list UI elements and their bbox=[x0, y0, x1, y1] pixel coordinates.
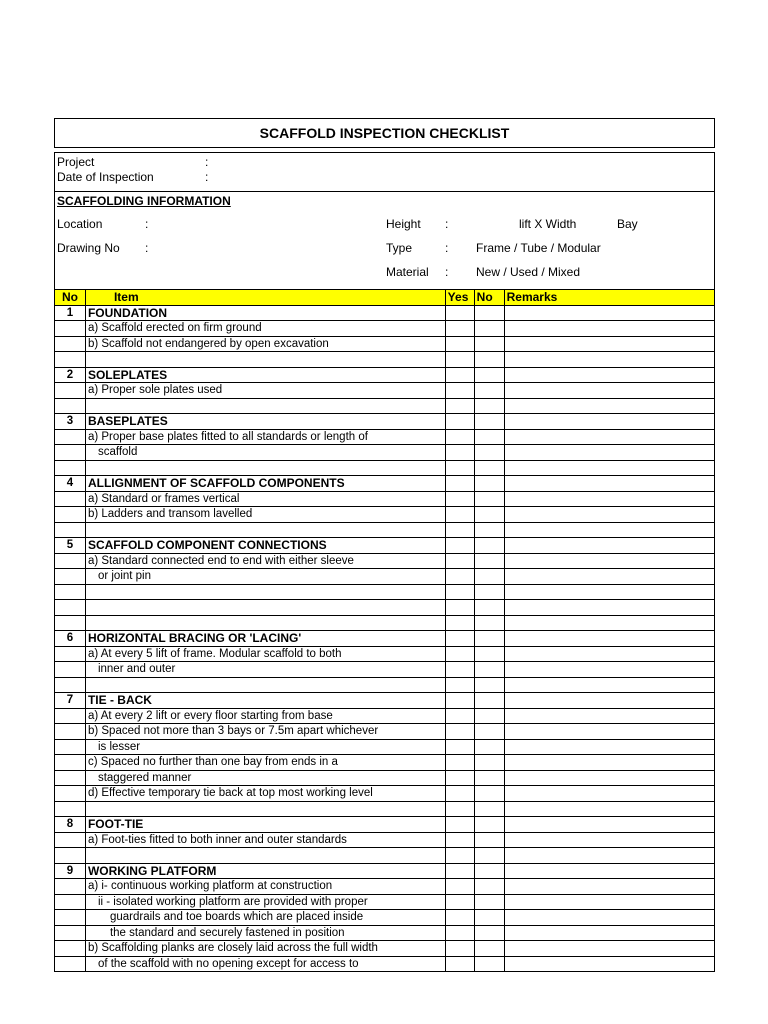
no-cell[interactable] bbox=[474, 894, 504, 910]
table-row bbox=[55, 305, 715, 321]
remarks-cell[interactable] bbox=[504, 615, 714, 631]
row-number bbox=[55, 321, 86, 337]
row-number bbox=[55, 507, 86, 523]
remarks-cell[interactable] bbox=[504, 553, 714, 569]
row-number: 8 bbox=[55, 817, 86, 833]
row-number: 1 bbox=[55, 305, 86, 321]
yes-cell[interactable] bbox=[445, 569, 474, 585]
row-number bbox=[55, 848, 86, 864]
table-row bbox=[55, 600, 715, 616]
yes-cell[interactable] bbox=[445, 584, 474, 600]
no-cell[interactable] bbox=[474, 801, 504, 817]
type-label: Type bbox=[386, 241, 413, 255]
no-cell[interactable] bbox=[474, 383, 504, 399]
remarks-cell[interactable] bbox=[504, 336, 714, 352]
date-label: Date of Inspection bbox=[57, 170, 154, 184]
item-text: inner and outer bbox=[85, 662, 445, 678]
no-cell[interactable] bbox=[474, 445, 504, 461]
type-value: Frame / Tube / Modular bbox=[476, 241, 601, 255]
section-heading: FOOT-TIE bbox=[85, 817, 445, 833]
item-text: guardrails and toe boards which are placed inside bbox=[85, 910, 445, 926]
item-text bbox=[85, 352, 445, 368]
yes-cell[interactable] bbox=[445, 383, 474, 399]
info-section bbox=[54, 152, 715, 290]
yes-cell[interactable] bbox=[445, 336, 474, 352]
table-row bbox=[55, 615, 715, 631]
checklist-body bbox=[55, 290, 715, 972]
row-number bbox=[55, 460, 86, 476]
table-row bbox=[55, 445, 715, 461]
row-number bbox=[55, 879, 86, 895]
row-number bbox=[55, 569, 86, 585]
item-text bbox=[85, 522, 445, 538]
table-row bbox=[55, 553, 715, 569]
col-header-item: Item bbox=[85, 290, 445, 306]
table-row bbox=[55, 646, 715, 662]
material-value: New / Used / Mixed bbox=[476, 265, 581, 279]
yes-cell[interactable] bbox=[445, 879, 474, 895]
table-row bbox=[55, 894, 715, 910]
item-text: or joint pin bbox=[85, 569, 445, 585]
table-row bbox=[55, 708, 715, 724]
remarks-cell[interactable] bbox=[504, 956, 714, 972]
remarks-cell[interactable] bbox=[504, 693, 714, 709]
table-row bbox=[55, 491, 715, 507]
row-number bbox=[55, 677, 86, 693]
remarks-cell[interactable] bbox=[504, 770, 714, 786]
remarks-cell[interactable] bbox=[504, 739, 714, 755]
yes-cell[interactable] bbox=[445, 305, 474, 321]
no-cell[interactable] bbox=[474, 507, 504, 523]
no-cell[interactable] bbox=[474, 522, 504, 538]
row-number: 6 bbox=[55, 631, 86, 647]
section-heading: SCAFFOLD COMPONENT CONNECTIONS bbox=[85, 538, 445, 554]
row-number bbox=[55, 770, 86, 786]
row-number bbox=[55, 646, 86, 662]
remarks-cell[interactable] bbox=[504, 910, 714, 926]
project-label: Project bbox=[57, 155, 95, 169]
yes-cell[interactable] bbox=[445, 817, 474, 833]
yes-cell[interactable] bbox=[445, 801, 474, 817]
remarks-cell[interactable] bbox=[504, 724, 714, 740]
remarks-cell[interactable] bbox=[504, 445, 714, 461]
yes-cell[interactable] bbox=[445, 693, 474, 709]
table-row bbox=[55, 755, 715, 771]
no-cell[interactable] bbox=[474, 677, 504, 693]
no-cell[interactable] bbox=[474, 956, 504, 972]
item-text: scaffold bbox=[85, 445, 445, 461]
row-number bbox=[55, 724, 86, 740]
remarks-cell[interactable] bbox=[504, 894, 714, 910]
table-row bbox=[55, 584, 715, 600]
no-cell[interactable] bbox=[474, 832, 504, 848]
no-cell[interactable] bbox=[474, 739, 504, 755]
no-cell[interactable] bbox=[474, 414, 504, 430]
drawing-no-colon: : bbox=[145, 241, 149, 255]
no-cell[interactable] bbox=[474, 615, 504, 631]
yes-cell[interactable] bbox=[445, 848, 474, 864]
table-row bbox=[55, 770, 715, 786]
item-text bbox=[85, 600, 445, 616]
table-row bbox=[55, 538, 715, 554]
date-colon: : bbox=[205, 170, 209, 184]
table-row bbox=[55, 739, 715, 755]
row-number: 7 bbox=[55, 693, 86, 709]
no-cell[interactable] bbox=[474, 352, 504, 368]
item-text: a) i- continuous working platform at construction bbox=[85, 879, 445, 895]
no-cell[interactable] bbox=[474, 910, 504, 926]
no-cell[interactable] bbox=[474, 429, 504, 445]
location-colon: : bbox=[145, 217, 149, 231]
section-heading: ALLIGNMENT OF SCAFFOLD COMPONENTS bbox=[85, 476, 445, 492]
item-text: a) Standard connected end to end with either sleeve bbox=[85, 553, 445, 569]
no-cell[interactable] bbox=[474, 538, 504, 554]
yes-cell[interactable] bbox=[445, 894, 474, 910]
table-row bbox=[55, 724, 715, 740]
no-cell[interactable] bbox=[474, 305, 504, 321]
yes-cell[interactable] bbox=[445, 352, 474, 368]
item-text: is lesser bbox=[85, 739, 445, 755]
row-number bbox=[55, 615, 86, 631]
remarks-cell[interactable] bbox=[504, 631, 714, 647]
yes-cell[interactable] bbox=[445, 941, 474, 957]
yes-cell[interactable] bbox=[445, 553, 474, 569]
section-heading: FOUNDATION bbox=[85, 305, 445, 321]
yes-cell[interactable] bbox=[445, 755, 474, 771]
remarks-cell[interactable] bbox=[504, 879, 714, 895]
remarks-cell[interactable] bbox=[504, 863, 714, 879]
remarks-cell[interactable] bbox=[504, 429, 714, 445]
no-cell[interactable] bbox=[474, 724, 504, 740]
table-row bbox=[55, 786, 715, 802]
item-text bbox=[85, 615, 445, 631]
row-number bbox=[55, 910, 86, 926]
no-cell[interactable] bbox=[474, 817, 504, 833]
row-number bbox=[55, 925, 86, 941]
item-text: the standard and securely fastened in position bbox=[85, 925, 445, 941]
row-number bbox=[55, 445, 86, 461]
item-text bbox=[85, 677, 445, 693]
item-text: b) Ladders and transom lavelled bbox=[85, 507, 445, 523]
remarks-cell[interactable] bbox=[504, 538, 714, 554]
row-number bbox=[55, 801, 86, 817]
row-number bbox=[55, 941, 86, 957]
no-cell[interactable] bbox=[474, 398, 504, 414]
row-number bbox=[55, 383, 86, 399]
location-label: Location bbox=[57, 217, 103, 231]
yes-cell[interactable] bbox=[445, 708, 474, 724]
row-number bbox=[55, 429, 86, 445]
item-text bbox=[85, 460, 445, 476]
remarks-cell[interactable] bbox=[504, 848, 714, 864]
yes-cell[interactable] bbox=[445, 724, 474, 740]
table-row bbox=[55, 507, 715, 523]
row-number: 4 bbox=[55, 476, 86, 492]
row-number: 2 bbox=[55, 367, 86, 383]
remarks-cell[interactable] bbox=[504, 383, 714, 399]
item-text bbox=[85, 398, 445, 414]
yes-cell[interactable] bbox=[445, 863, 474, 879]
remarks-cell[interactable] bbox=[504, 925, 714, 941]
yes-cell[interactable] bbox=[445, 367, 474, 383]
item-text: d) Effective temporary tie back at top most working level bbox=[85, 786, 445, 802]
row-number bbox=[55, 739, 86, 755]
item-text: a) At every 5 lift of frame. Modular scaffold to both bbox=[85, 646, 445, 662]
remarks-cell[interactable] bbox=[504, 677, 714, 693]
remarks-cell[interactable] bbox=[504, 941, 714, 957]
yes-cell[interactable] bbox=[445, 631, 474, 647]
no-cell[interactable] bbox=[474, 708, 504, 724]
no-cell[interactable] bbox=[474, 646, 504, 662]
remarks-cell[interactable] bbox=[504, 801, 714, 817]
row-number bbox=[55, 522, 86, 538]
remarks-cell[interactable] bbox=[504, 367, 714, 383]
row-number bbox=[55, 336, 86, 352]
remarks-cell[interactable] bbox=[504, 476, 714, 492]
yes-cell[interactable] bbox=[445, 770, 474, 786]
height-colon: : bbox=[445, 217, 449, 231]
no-cell[interactable] bbox=[474, 569, 504, 585]
remarks-cell[interactable] bbox=[504, 305, 714, 321]
remarks-cell[interactable] bbox=[504, 398, 714, 414]
yes-cell[interactable] bbox=[445, 646, 474, 662]
section-heading: TIE - BACK bbox=[85, 693, 445, 709]
row-number bbox=[55, 832, 86, 848]
material-colon: : bbox=[445, 265, 449, 279]
no-cell[interactable] bbox=[474, 755, 504, 771]
table-row bbox=[55, 910, 715, 926]
item-text bbox=[85, 584, 445, 600]
row-number bbox=[55, 352, 86, 368]
table-row bbox=[55, 863, 715, 879]
height-value: lift X Width bbox=[519, 217, 577, 231]
item-text: a) Standard or frames vertical bbox=[85, 491, 445, 507]
table-row bbox=[55, 848, 715, 864]
row-number bbox=[55, 708, 86, 724]
col-header-remarks: Remarks bbox=[504, 290, 714, 306]
item-text: c) Spaced no further than one bay from ends in a bbox=[85, 755, 445, 771]
yes-cell[interactable] bbox=[445, 476, 474, 492]
item-text: staggered manner bbox=[85, 770, 445, 786]
scaffolding-info-heading: SCAFFOLDING INFORMATION bbox=[57, 194, 231, 208]
item-text: b) Spaced not more than 3 bays or 7.5m apart whichever bbox=[85, 724, 445, 740]
item-text: a) Proper sole plates used bbox=[85, 383, 445, 399]
table-row bbox=[55, 321, 715, 337]
table-row bbox=[55, 925, 715, 941]
project-colon: : bbox=[205, 155, 209, 169]
yes-cell[interactable] bbox=[445, 615, 474, 631]
item-text: a) At every 2 lift or every floor starting from base bbox=[85, 708, 445, 724]
remarks-cell[interactable] bbox=[504, 491, 714, 507]
item-text: a) Proper base plates fitted to all standards or length of bbox=[85, 429, 445, 445]
item-text: a) Foot-ties fitted to both inner and outer standards bbox=[85, 832, 445, 848]
no-cell[interactable] bbox=[474, 879, 504, 895]
table-row bbox=[55, 832, 715, 848]
item-text bbox=[85, 801, 445, 817]
row-number bbox=[55, 584, 86, 600]
table-header-row bbox=[55, 290, 715, 306]
remarks-cell[interactable] bbox=[504, 755, 714, 771]
item-text: a) Scaffold erected on firm ground bbox=[85, 321, 445, 337]
no-cell[interactable] bbox=[474, 321, 504, 337]
yes-cell[interactable] bbox=[445, 677, 474, 693]
type-colon: : bbox=[445, 241, 449, 255]
no-cell[interactable] bbox=[474, 600, 504, 616]
col-header-yes: Yes bbox=[445, 290, 474, 306]
yes-cell[interactable] bbox=[445, 956, 474, 972]
yes-cell[interactable] bbox=[445, 538, 474, 554]
col-header-no-answer: No bbox=[474, 290, 504, 306]
yes-cell[interactable] bbox=[445, 460, 474, 476]
no-cell[interactable] bbox=[474, 770, 504, 786]
yes-cell[interactable] bbox=[445, 445, 474, 461]
yes-cell[interactable] bbox=[445, 786, 474, 802]
checklist-table bbox=[54, 289, 715, 972]
info-divider bbox=[55, 191, 714, 192]
row-number bbox=[55, 755, 86, 771]
yes-cell[interactable] bbox=[445, 507, 474, 523]
table-row bbox=[55, 631, 715, 647]
remarks-cell[interactable] bbox=[504, 352, 714, 368]
table-row bbox=[55, 956, 715, 972]
no-cell[interactable] bbox=[474, 941, 504, 957]
item-text: ii - isolated working platform are provided with proper bbox=[85, 894, 445, 910]
table-row bbox=[55, 429, 715, 445]
yes-cell[interactable] bbox=[445, 414, 474, 430]
yes-cell[interactable] bbox=[445, 429, 474, 445]
item-text: b) Scaffolding planks are closely laid across the full width bbox=[85, 941, 445, 957]
table-row bbox=[55, 383, 715, 399]
section-heading: BASEPLATES bbox=[85, 414, 445, 430]
no-cell[interactable] bbox=[474, 491, 504, 507]
remarks-cell[interactable] bbox=[504, 600, 714, 616]
no-cell[interactable] bbox=[474, 584, 504, 600]
no-cell[interactable] bbox=[474, 848, 504, 864]
remarks-cell[interactable] bbox=[504, 786, 714, 802]
no-cell[interactable] bbox=[474, 460, 504, 476]
remarks-cell[interactable] bbox=[504, 646, 714, 662]
yes-cell[interactable] bbox=[445, 925, 474, 941]
table-row bbox=[55, 677, 715, 693]
remarks-cell[interactable] bbox=[504, 584, 714, 600]
no-cell[interactable] bbox=[474, 631, 504, 647]
row-number bbox=[55, 662, 86, 678]
no-cell[interactable] bbox=[474, 925, 504, 941]
table-row bbox=[55, 569, 715, 585]
document-title: SCAFFOLD INSPECTION CHECKLIST bbox=[54, 118, 715, 148]
remarks-cell[interactable] bbox=[504, 414, 714, 430]
no-cell[interactable] bbox=[474, 553, 504, 569]
row-number bbox=[55, 786, 86, 802]
yes-cell[interactable] bbox=[445, 321, 474, 337]
remarks-cell[interactable] bbox=[504, 662, 714, 678]
row-number bbox=[55, 553, 86, 569]
remarks-cell[interactable] bbox=[504, 832, 714, 848]
row-number: 9 bbox=[55, 863, 86, 879]
height-label: Height bbox=[386, 217, 421, 231]
table-row bbox=[55, 476, 715, 492]
table-row bbox=[55, 662, 715, 678]
yes-cell[interactable] bbox=[445, 491, 474, 507]
remarks-cell[interactable] bbox=[504, 522, 714, 538]
table-row bbox=[55, 522, 715, 538]
no-cell[interactable] bbox=[474, 367, 504, 383]
table-row bbox=[55, 336, 715, 352]
drawing-no-label: Drawing No bbox=[57, 241, 120, 255]
remarks-cell[interactable] bbox=[504, 507, 714, 523]
section-heading: HORIZONTAL BRACING OR 'LACING' bbox=[85, 631, 445, 647]
material-label: Material bbox=[386, 265, 429, 279]
row-number bbox=[55, 894, 86, 910]
table-row bbox=[55, 460, 715, 476]
bay-label: Bay bbox=[617, 217, 638, 231]
table-row bbox=[55, 693, 715, 709]
yes-cell[interactable] bbox=[445, 910, 474, 926]
no-cell[interactable] bbox=[474, 863, 504, 879]
item-text bbox=[85, 848, 445, 864]
row-number: 3 bbox=[55, 414, 86, 430]
yes-cell[interactable] bbox=[445, 600, 474, 616]
no-cell[interactable] bbox=[474, 476, 504, 492]
row-number bbox=[55, 600, 86, 616]
remarks-cell[interactable] bbox=[504, 569, 714, 585]
yes-cell[interactable] bbox=[445, 662, 474, 678]
no-cell[interactable] bbox=[474, 662, 504, 678]
table-row bbox=[55, 398, 715, 414]
section-heading: SOLEPLATES bbox=[85, 367, 445, 383]
row-number bbox=[55, 956, 86, 972]
table-row bbox=[55, 941, 715, 957]
item-text: of the scaffold with no opening except for access to bbox=[85, 956, 445, 972]
table-row bbox=[55, 801, 715, 817]
no-cell[interactable] bbox=[474, 693, 504, 709]
row-number bbox=[55, 398, 86, 414]
no-cell[interactable] bbox=[474, 336, 504, 352]
no-cell[interactable] bbox=[474, 786, 504, 802]
remarks-cell[interactable] bbox=[504, 708, 714, 724]
remarks-cell[interactable] bbox=[504, 817, 714, 833]
yes-cell[interactable] bbox=[445, 832, 474, 848]
table-row bbox=[55, 367, 715, 383]
section-heading: WORKING PLATFORM bbox=[85, 863, 445, 879]
yes-cell[interactable] bbox=[445, 739, 474, 755]
remarks-cell[interactable] bbox=[504, 460, 714, 476]
yes-cell[interactable] bbox=[445, 398, 474, 414]
table-row bbox=[55, 414, 715, 430]
item-text: b) Scaffold not endangered by open excavation bbox=[85, 336, 445, 352]
row-number: 5 bbox=[55, 538, 86, 554]
row-number bbox=[55, 491, 86, 507]
table-row bbox=[55, 352, 715, 368]
table-row bbox=[55, 817, 715, 833]
remarks-cell[interactable] bbox=[504, 321, 714, 337]
col-header-no: No bbox=[55, 290, 86, 306]
yes-cell[interactable] bbox=[445, 522, 474, 538]
table-row bbox=[55, 879, 715, 895]
